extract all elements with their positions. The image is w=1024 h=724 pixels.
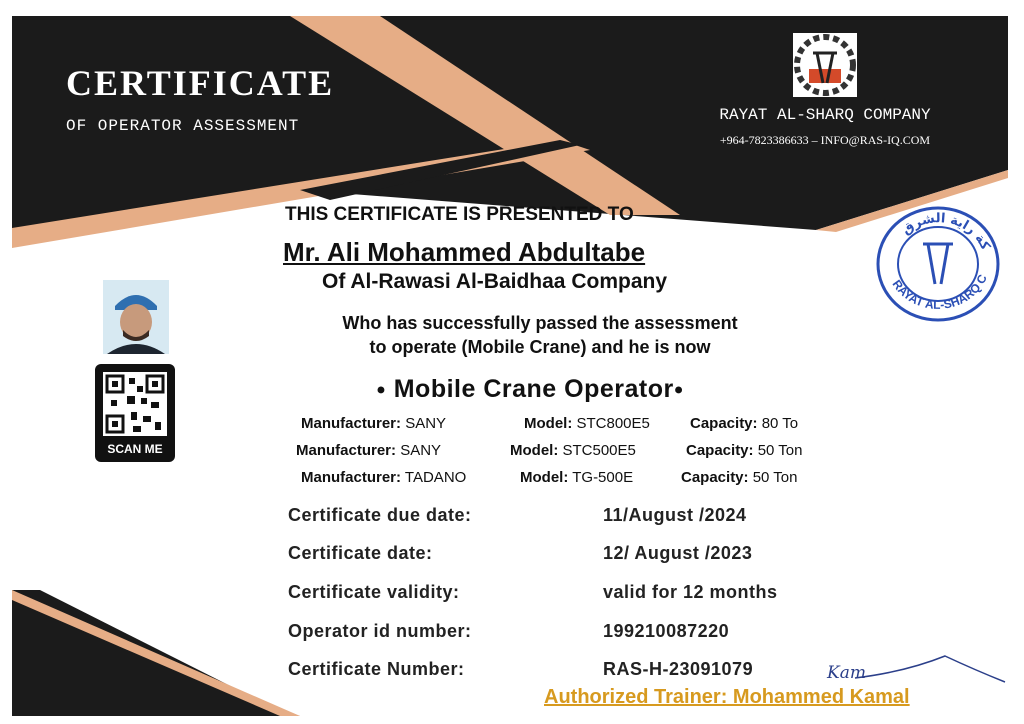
company-stamp (873, 204, 1003, 324)
equipment-model (520, 469, 633, 486)
description-line-1: Who has successfully passed the assessment (342, 313, 738, 333)
capacity-label: Capacity: (690, 415, 758, 432)
company-logo (793, 33, 857, 97)
model-label: Model: (524, 415, 573, 432)
recipient-company: Of Al-Rawasi Al-Baidhaa Company (322, 270, 668, 293)
signature-text: Kam (827, 663, 866, 683)
equipment-row (301, 469, 466, 486)
role-title (290, 375, 770, 404)
stamp-text: RAYAT AL-SHARQ C (889, 272, 990, 312)
validity-value: valid for 12 months (603, 582, 778, 602)
company-name: RAYAT AL-SHARQ COMPANY (719, 106, 931, 124)
model-value: STC500E5 (562, 442, 636, 459)
operator-id-value: 199210087220 (603, 621, 730, 641)
company-contact: +964-7823386633 – INFO@RAS-IQ.COM (719, 133, 931, 147)
equipment-model (524, 415, 650, 432)
certificate-number-label: Certificate Number: (288, 659, 465, 679)
capacity-value: 80 To (761, 415, 799, 432)
equipment-model (510, 442, 636, 459)
bullet-icon: ● (673, 381, 684, 399)
model-label: Model: (520, 469, 569, 486)
due-date-label: Certificate due date: (288, 505, 472, 525)
equipment-capacity (681, 469, 797, 486)
equipment-row (296, 442, 441, 459)
capacity-label: Capacity: (686, 442, 754, 459)
authorized-trainer: Authorized Trainer: Mohammed Kamal (544, 686, 910, 708)
scan-me-label: SCAN ME (107, 442, 163, 456)
qr-pattern (103, 372, 167, 436)
manufacturer-label: Manufacturer: (301, 469, 402, 486)
certificate-date-value: 12/ August /2023 (603, 543, 753, 563)
manufacturer-label: Manufacturer: (296, 442, 397, 459)
qr-code[interactable] (95, 364, 175, 462)
equipment-capacity (690, 415, 798, 432)
role-text: Mobile Crane Operator (393, 375, 674, 403)
capacity-label: Capacity: (681, 469, 749, 486)
equipment-capacity (686, 442, 802, 459)
equipment-row (301, 415, 446, 432)
manufacturer-label: Manufacturer: (301, 415, 402, 432)
capacity-value: 50 Ton (752, 469, 798, 486)
model-value: TG-500E (572, 469, 634, 486)
operator-photo (103, 280, 169, 354)
certificate-title: CERTIFICATE (66, 63, 335, 103)
model-label: Model: (510, 442, 559, 459)
description-line-2: to operate (Mobile Crane) and he is now (369, 337, 711, 357)
validity-label: Certificate validity: (288, 582, 460, 602)
certificate-subtitle: OF OPERATOR ASSESSMENT (66, 117, 300, 135)
operator-id-label: Operator id number: (288, 621, 472, 641)
manufacturer-value: TADANO (404, 469, 467, 486)
recipient-name: Mr. Ali Mohammed Abdultabe (283, 237, 646, 267)
presented-to: THIS CERTIFICATE IS PRESENTED TO (285, 204, 634, 225)
bullet-icon: ● (376, 381, 387, 399)
due-date-value: 11/August /2024 (603, 505, 747, 525)
capacity-value: 50 Ton (757, 442, 803, 459)
assessment-description (290, 311, 790, 359)
stamp-arabic-text: كة راية الشرق (899, 211, 993, 253)
certificate-number-value: RAS-H-23091079 (603, 659, 754, 679)
certificate-date-label: Certificate date: (288, 543, 433, 563)
manufacturer-value: SANY (405, 415, 447, 432)
model-value: STC800E5 (576, 415, 650, 432)
manufacturer-value: SANY (400, 442, 442, 459)
